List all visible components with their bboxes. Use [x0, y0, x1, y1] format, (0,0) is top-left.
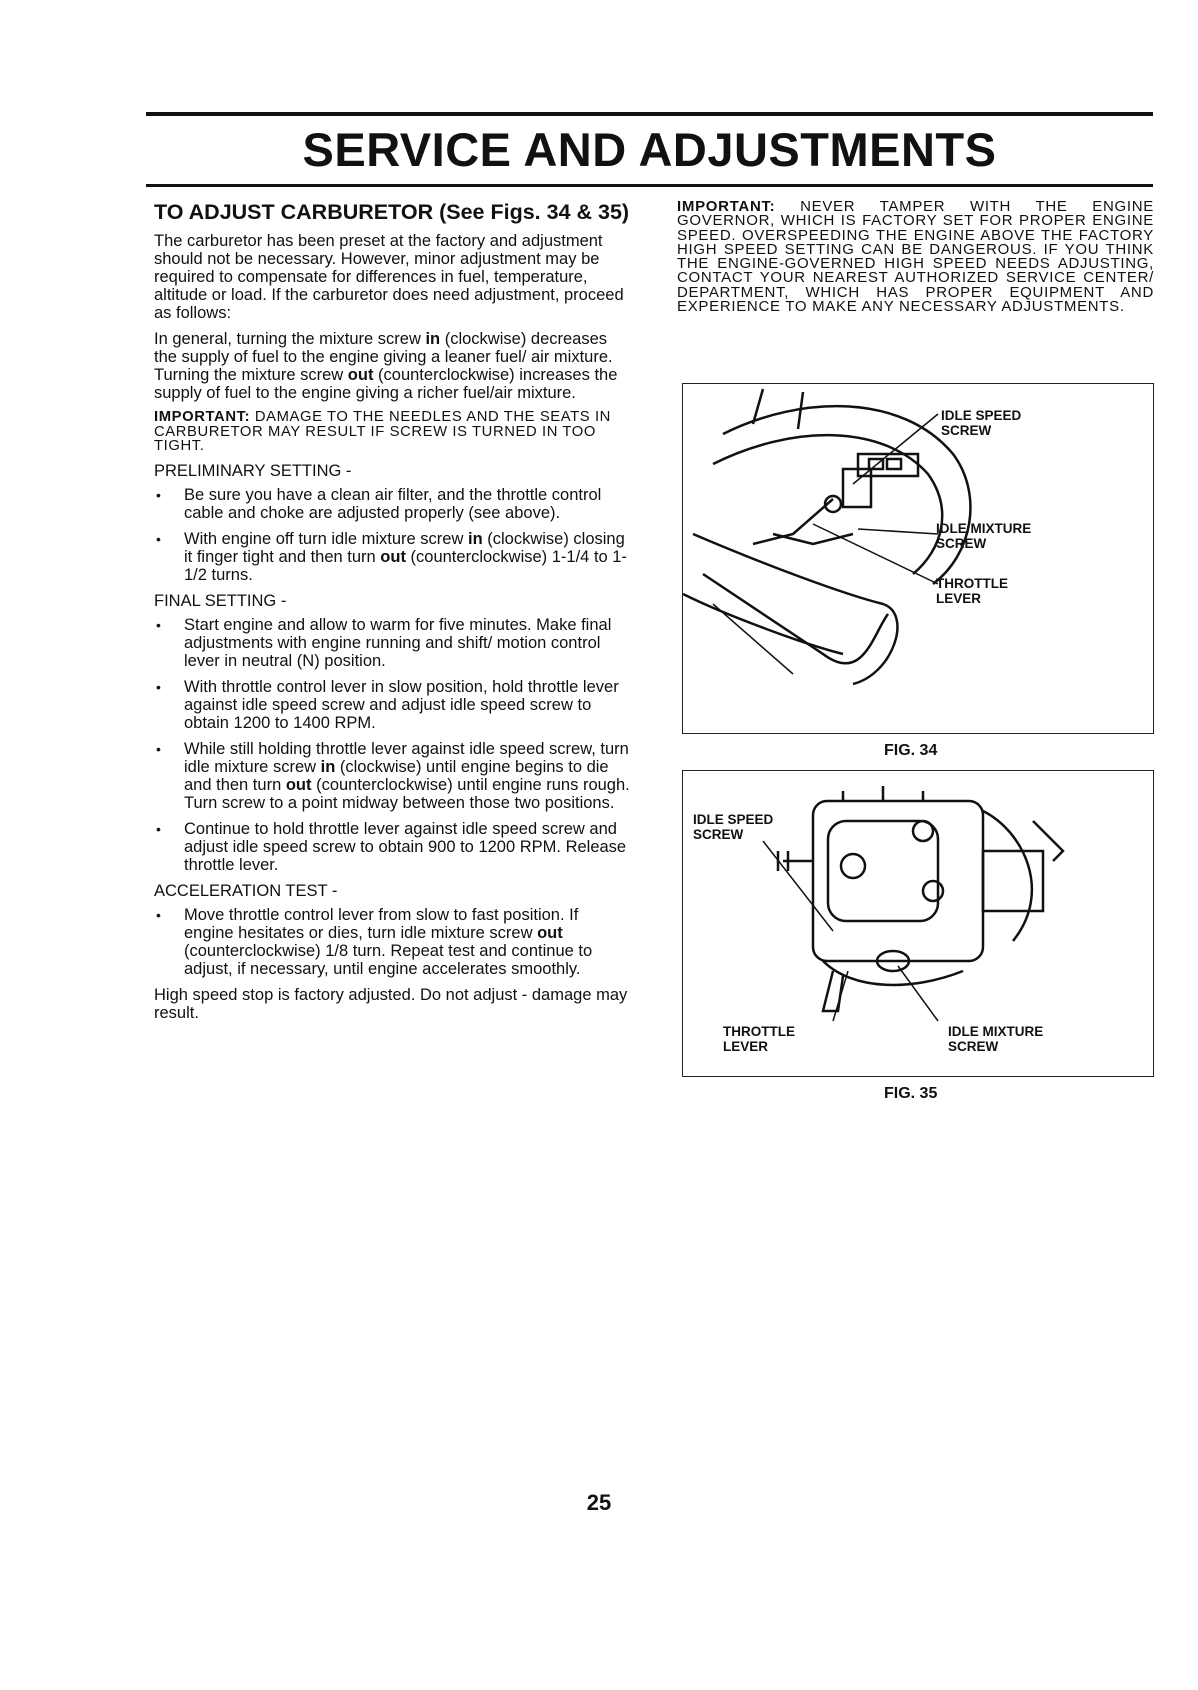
intro-paragraph: The carburetor has been preset at the factory and adjustment should not be necessary. However, minor adjustment may be required to compensate for differences in fuel, temperature, altitude or load. If the carburetor does need adjustment, proceed as follows: — [154, 232, 624, 322]
fig34-throttle-label: THROTTLE LEVER — [936, 576, 1008, 606]
section-heading: TO ADJUST CARBURETOR (See Figs. 34 & 35) — [154, 200, 630, 224]
list-item: • With engine off turn idle mixture screw in (clockwise) closing it finger tight and then turn out (counterclockwise) 1-1/4 to 1-1/2 turns. — [154, 530, 632, 584]
acceleration-list — [154, 906, 632, 978]
list-item: • Move throttle control lever from slow to fast position. If engine hesitates or dies, turn idle mixture screw out (counterclockwise) 1/8 turn. Repeat test and continue to adjust, if necessary, until engine accelerates smoothly. — [154, 906, 632, 978]
list-item: • Be sure you have a clean air filter, and the throttle control cable and choke are adjusted properly (see above). — [154, 486, 632, 522]
preliminary-setting-title: PRELIMINARY SETTING - — [154, 461, 352, 480]
important-needles-warning: IMPORTANT: DAMAGE TO THE NEEDLES AND THE SEATS IN CARBURETOR MAY RESULT IF SCREW IS TURNED IN TOO TIGHT. — [154, 409, 611, 454]
right-column — [677, 200, 1154, 314]
list-item: • With throttle control lever in slow position, hold throttle lever against idle speed screw and adjust idle speed screw to obtain 1200 to 1400 RPM. — [154, 678, 632, 732]
carburetor-linkage-illustration — [683, 384, 1153, 733]
closing-note: High speed stop is factory adjusted. Do not adjust - damage may result. — [154, 985, 628, 1022]
figure-34 — [682, 383, 1154, 734]
fig34-idle-speed-label: IDLE SPEED SCREW — [941, 408, 1022, 438]
acceleration-test-title: ACCELERATION TEST - — [154, 881, 338, 900]
fig35-throttle-label: THROTTLE LEVER — [723, 1024, 795, 1054]
page-number: 25 — [586, 1490, 612, 1515]
important-governor-warning: IMPORTANT: NEVER TAMPER WITH THE ENGINE GOVERNOR, WHICH IS FACTORY SET FOR PROPER ENGINE SPEED. OVERSPEEDING THE ENGINE ABOVE THE FACTORY HIGH SPEED SETTING CAN BE DANGEROUS. IF YOU THINK THE ENGINE-GOVERNED HIGH SPEED NEEDS ADJUSTING, CONTACT YOUR NEAREST AUTHORIZED SERVICE CENTER/ DEPARTMENT, WHICH HAS PROPER EQUIPMENT AND EXPERIENCE TO MAKE ANY NECESSARY ADJUSTMENTS. — [677, 198, 1154, 316]
fig34-caption: FIG. 34 — [884, 742, 938, 759]
page-title: SERVICE AND ADJUSTMENTS — [302, 123, 997, 176]
preliminary-list — [154, 486, 632, 584]
fig34-idle-mixture-label: IDLE MIXTURE SCREW — [936, 521, 1032, 551]
top-rule — [146, 112, 1153, 116]
fig35-idle-mixture-label: IDLE MIXTURE SCREW — [948, 1024, 1044, 1054]
fig35-caption: FIG. 35 — [884, 1085, 938, 1102]
final-setting-title: FINAL SETTING - — [154, 591, 287, 610]
list-item: • Start engine and allow to warm for five minutes. Make final adjustments with engine running and shift/ motion control lever in neutral (N) position. — [154, 616, 632, 670]
list-item: • While still holding throttle lever against idle speed screw, turn idle mixture screw in (clockwise) until engine begins to die and then turn out (counterclockwise) until engine runs rough. Turn screw to a point midway between those two positions. — [154, 740, 632, 812]
figure-35 — [682, 770, 1154, 1077]
list-item: • Continue to hold throttle lever against idle speed screw and adjust idle speed screw to obtain 900 to 1200 RPM. Release throttle lever. — [154, 820, 632, 874]
final-list — [154, 616, 632, 874]
fig35-idle-speed-label: IDLE SPEED SCREW — [693, 812, 774, 842]
general-paragraph: In general, turning the mixture screw in (clockwise) decreases the supply of fuel to the engine giving a leaner fuel/ air mixture. Turning the mixture screw out (counterclockwise) increases the supply of fuel to the engine giving a richer fuel/air mixture. — [154, 330, 618, 402]
left-column — [154, 200, 632, 1030]
title-underline — [146, 184, 1153, 187]
